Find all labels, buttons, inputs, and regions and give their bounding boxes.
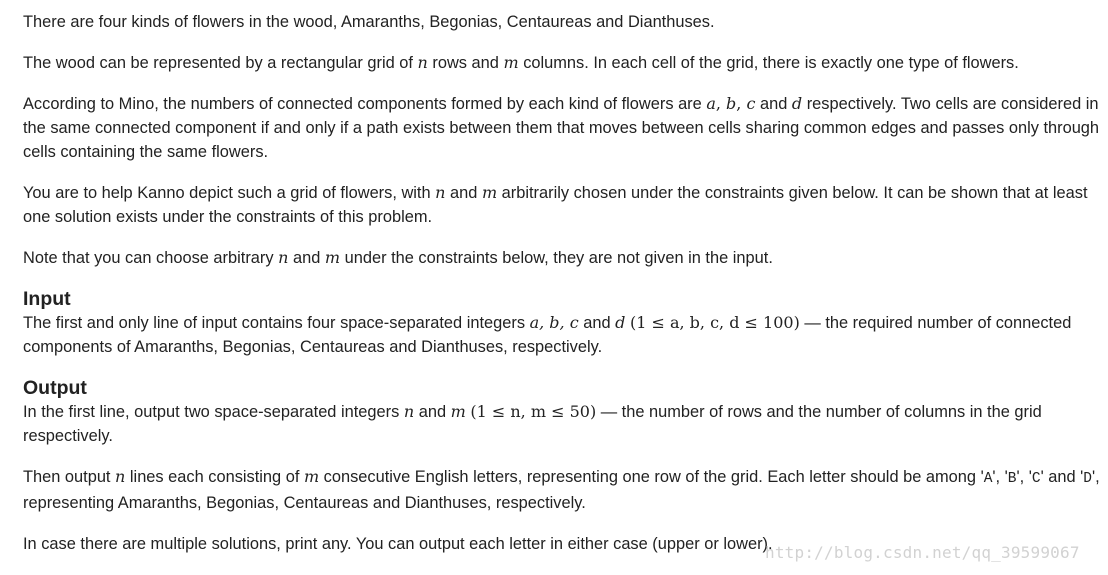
text: under the constraints below, they are not given in the input.: [340, 249, 773, 267]
math-var-m: m: [450, 402, 466, 421]
text: In the first line, output two space-separated integers: [23, 403, 404, 421]
text: ', ': [1016, 468, 1032, 486]
text: columns. In each cell of the grid, there is exactly one type of flowers.: [518, 54, 1019, 72]
problem-statement: [23, 10, 1105, 573]
math-var-n: n: [435, 183, 446, 202]
output-section: [23, 376, 1105, 556]
math-var-m: m: [503, 53, 519, 72]
text: lines each consisting of: [125, 468, 304, 486]
text: and: [445, 184, 482, 202]
text: Then output: [23, 468, 116, 486]
math-var-m: m: [324, 248, 341, 267]
output-constraint: (1 ≤ n, m ≤ 50): [470, 402, 597, 421]
math-vars-abc: a, b, c: [529, 313, 579, 332]
statement-paragraph-1: There are four kinds of flowers in the wood, Amaranths, Begonias, Centaureas and Dianthuses.: [23, 13, 715, 31]
text: — the required number of connected components of Amaranths, Begonias, Centaureas and Dianthuses, respectively.: [23, 314, 1072, 356]
text: rows and: [427, 54, 504, 72]
text: ', representing Amaranths, Begonias, Centaureas and Dianthuses, respectively.: [23, 468, 1100, 512]
statement-paragraph-2: [23, 51, 1105, 75]
text: ', ': [992, 468, 1008, 486]
math-comma: ,: [715, 94, 727, 113]
text: — the number of rows and the number of columns in the grid respectively.: [23, 403, 1042, 445]
text: and: [414, 403, 451, 421]
math-var-m: m: [481, 183, 498, 202]
math-var-a: a: [706, 94, 716, 113]
input-heading: Input: [23, 288, 71, 310]
output-description-2: [23, 465, 1105, 515]
math-comma: ,: [736, 94, 747, 113]
math-var-c: c: [746, 94, 756, 113]
letter-b: B: [1007, 471, 1017, 487]
text: and: [288, 249, 325, 267]
statement-paragraph-3: [23, 92, 1105, 164]
math-var-m: m: [303, 467, 320, 486]
math-var-n: n: [278, 248, 289, 267]
input-section: [23, 287, 1105, 359]
math-var-n: n: [115, 467, 126, 486]
letter-d: D: [1083, 471, 1092, 487]
text: respectively. Two cells are considered in the same connected component if and only if a path exists between them that moves between cells sharing common edges and passes only through cells containing the same flowers.: [23, 95, 1100, 161]
text: Note that you can choose arbitrary: [23, 249, 279, 267]
text: and: [578, 314, 616, 332]
output-heading: Output: [23, 377, 87, 399]
text: consecutive English letters, representing one row of the grid. Each letter should be among ': [319, 468, 984, 486]
math-var-d: d: [615, 313, 626, 332]
text: arbitrarily chosen under the constraints given below. It can be shown that at least one solution exists under the constraints of this problem.: [23, 184, 1088, 226]
text: You are to help Kanno depict such a grid of flowers, with: [23, 184, 436, 202]
text: ' and ': [1040, 468, 1084, 486]
math-var-n: n: [403, 402, 415, 421]
watermark: http://blog.csdn.net/qq_39599067: [765, 543, 1080, 562]
math-var-d: d: [791, 94, 803, 113]
text: The wood can be represented by a rectangular grid of: [23, 54, 418, 72]
math-var-b: b: [726, 94, 737, 113]
text: and: [755, 95, 792, 113]
input-description: [23, 311, 1105, 359]
text: The first and only line of input contains four space-separated integers: [23, 314, 530, 332]
output-description-3: In case there are multiple solutions, print any. You can output each letter in either case (upper or lower).: [23, 535, 773, 553]
letter-c: C: [1031, 471, 1041, 487]
output-description-1: [23, 400, 1105, 448]
statement-paragraph-4: [23, 181, 1105, 229]
letter-a: A: [983, 471, 993, 487]
statement-paragraph-5: [23, 246, 1105, 270]
input-constraint: (1 ≤ a, b, c, d ≤ 100): [629, 313, 800, 332]
text: According to Mino, the numbers of connected components formed by each kind of flowers are: [23, 95, 707, 113]
math-var-n: n: [417, 53, 428, 72]
